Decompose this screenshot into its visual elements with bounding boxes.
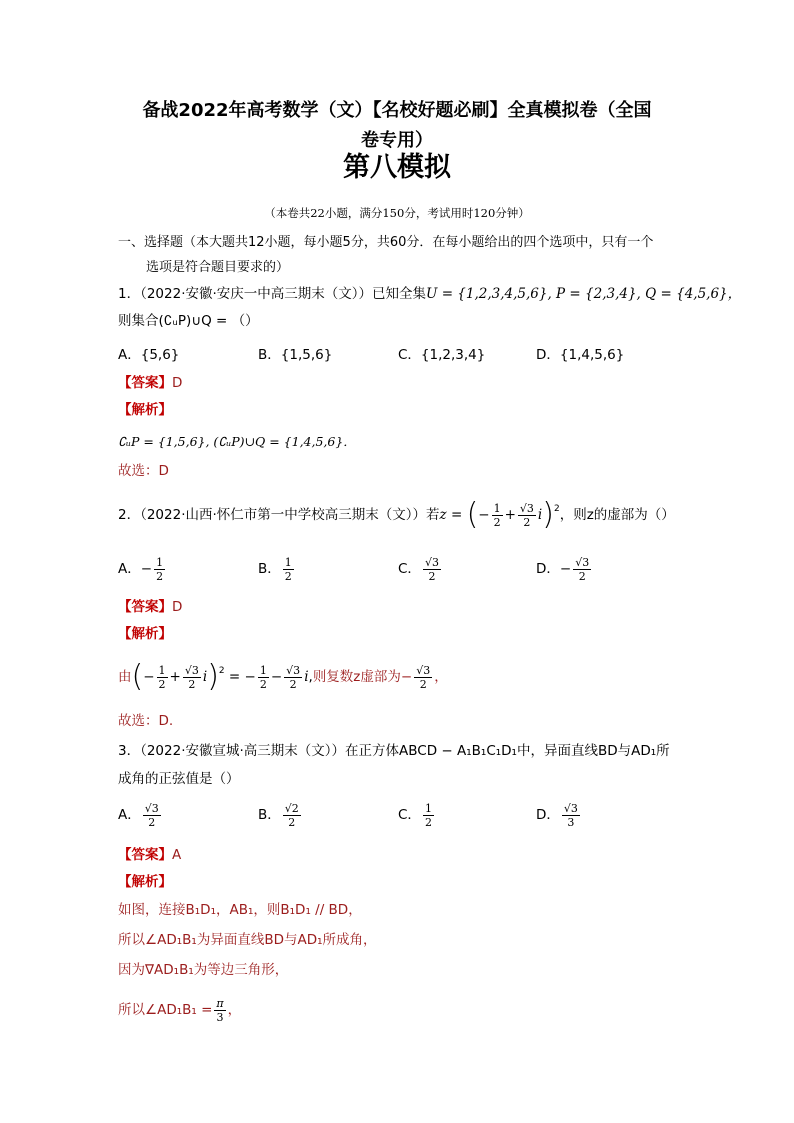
q2-option-b: B． $\frac{1}{2}$ bbox=[258, 555, 292, 583]
q1-option-b: B．{1,5,6} bbox=[258, 347, 333, 363]
document-title bbox=[0, 96, 794, 156]
section-heading-line2: 选项是符合题目要求的） bbox=[146, 260, 290, 275]
section-heading-line1: 一、选择题（本大题共12小题，每小题5分，共60分．在每小题给出的四个选项中，只有一个 bbox=[118, 235, 654, 250]
q3-stem-line1: 3．（2022·安徽宣城·高三期末（文））在正方体ABCD − A₁B₁C₁D₁中，异面直线BD与AD₁所 bbox=[118, 743, 670, 759]
q2-conclusion: 故选：D. bbox=[118, 713, 174, 729]
exam-note: （本卷共22小题，满分150分，考试用时120分钟） bbox=[264, 206, 530, 220]
q1-stem-line2: 则集合(∁ᵤP)∪Q = （） bbox=[118, 313, 259, 329]
q3-analysis-line4: 所以∠AD₁B₁ = $\frac{\pi}{3}$ ， bbox=[118, 996, 242, 1024]
q1-stem-line1 bbox=[118, 285, 741, 303]
q3-stem-line2: 成角的正弦值是（） bbox=[118, 771, 240, 787]
q2-analysis-mid: 则复数z虚部为 bbox=[312, 669, 401, 685]
q2-option-d: D．− $\frac{√3}{2}$ bbox=[536, 555, 590, 583]
document-subtitle: 第八模拟 bbox=[343, 152, 451, 183]
title-line-2: 卷专用） bbox=[361, 130, 433, 151]
q1-option-d: D．{1,4,5,6} bbox=[536, 347, 625, 363]
q1-option-a: A．{5,6} bbox=[118, 347, 180, 363]
q1-answer-label: 【答案】 bbox=[118, 375, 172, 391]
q1-answer-value: D bbox=[172, 375, 183, 391]
q2-analysis-prefix: 由 bbox=[118, 669, 132, 685]
q3-analysis-line1: 如图，连接B₁D₁，AB₁，则B₁D₁ // BD， bbox=[118, 902, 362, 918]
q2-stem-suffix: ，则z的虚部为（） bbox=[559, 507, 675, 523]
q2-analysis-label: 【解析】 bbox=[118, 626, 172, 642]
q3-answer bbox=[118, 846, 181, 864]
q2-stem-prefix: 2．（2022·山西·怀仁市第一中学校高三期末（文））若 bbox=[118, 507, 440, 523]
q1-answer bbox=[118, 374, 182, 392]
q2-answer-label: 【答案】 bbox=[118, 599, 172, 615]
q3-option-b: B． $\frac{√2}{2}$ bbox=[258, 801, 299, 829]
q1-option-c: C．{1,2,3,4} bbox=[398, 347, 486, 363]
q2-stem: 2．（2022·山西·怀仁市第一中学校高三期末（文））若z = (− $\frac{1}{2}$ + $\frac{√3}{2}$ i)$^2$，则z的虚部为（） bbox=[118, 497, 675, 532]
title-line-1: 备战2022年高考数学（文）【名校好题必刷】全真模拟卷（全国 bbox=[142, 100, 652, 121]
q3-analysis-label: 【解析】 bbox=[118, 874, 172, 890]
q3-analysis-line3: 因为∇AD₁B₁为等边三角形， bbox=[118, 962, 289, 978]
q1-conclusion: 故选：D bbox=[118, 463, 169, 479]
q3-option-d: D． $\frac{√3}{3}$ bbox=[536, 801, 578, 829]
q3-option-a: A． $\frac{√3}{2}$ bbox=[118, 801, 159, 829]
q3-analysis-line2: 所以∠AD₁B₁为异面直线BD与AD₁所成角， bbox=[118, 932, 377, 948]
q2-answer bbox=[118, 598, 182, 616]
q2-answer-value: D bbox=[172, 599, 183, 615]
q1-stem-math: U = {1,2,3,4,5,6}, P = {2,3,4}, Q = {4,5,6}， bbox=[426, 286, 742, 302]
q2-analysis: 由(− $\frac{1}{2}$ + $\frac{√3}{2}$ i)$^2$ = − $\frac{1}{2}$ − $\frac{√3}{2}$ i,则复数z虚部为− $\frac{√3}{2}$ ， bbox=[118, 659, 448, 694]
q1-analysis: ∁ᵤP = {1,5,6}, (∁ᵤP)∪Q = {1,4,5,6}． bbox=[118, 434, 356, 449]
q3-answer-label: 【答案】 bbox=[118, 847, 172, 863]
q2-option-a: A．− $\frac{1}{2}$ bbox=[118, 555, 164, 583]
q3-answer-value: A bbox=[172, 847, 182, 863]
q2-option-c: C． $\frac{√3}{2}$ bbox=[398, 555, 439, 583]
q1-stem-prefix: 1．（2022·安徽·安庆一中高三期末（文））已知全集 bbox=[118, 286, 427, 302]
q1-analysis-label: 【解析】 bbox=[118, 402, 172, 418]
q3-option-c: C． $\frac{1}{2}$ bbox=[398, 801, 432, 829]
